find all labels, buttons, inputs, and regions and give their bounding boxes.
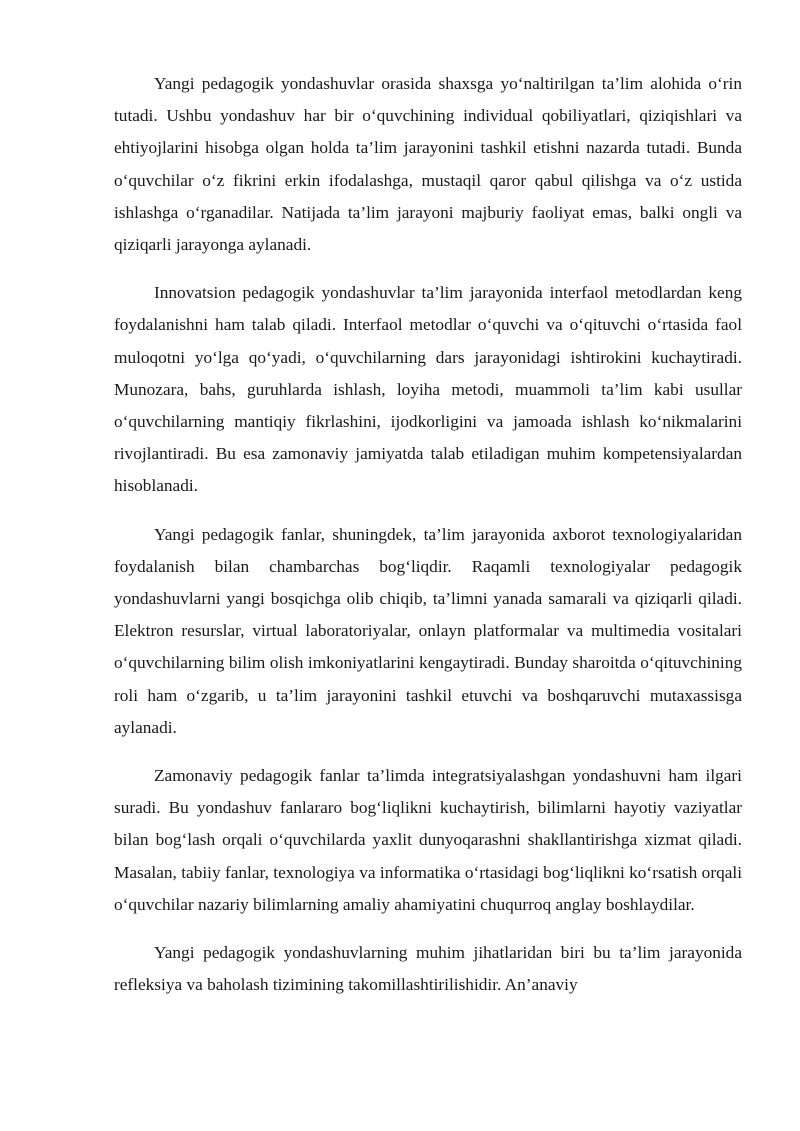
paragraph-interactive-methods: Innovatsion pedagogik yondashuvlar ta’lim jarayonida interfaol metodlardan keng foydalanishni ham talab qiladi. Interfaol metodlar o‘quvchi va o‘qituvchi o‘rtasida faol muloqotni yo‘lga qo‘yadi, o‘quvchilarning dars jarayonidagi ishtirokini kuchaytiradi. Munozara, bahs, guruhlarda ishlash, loyiha metodi, muammoli ta’lim kabi usullar o‘quvchilarning mantiqiy fikrlashini, ijodkorligini va jamoada ishlash ko‘nikmalarini rivojlantiradi. Bu esa zamonaviy jamiyatda talab etiladigan muhim kompetensiyalardan hisoblanadi. bbox=[114, 283, 742, 496]
paragraph-integration: Zamonaviy pedagogik fanlar ta’limda integratsiyalashgan yondashuvni ham ilgari suradi. Bu yondashuv fanlararo bog‘liqlikni kuchaytirish, bilimlarni hayotiy vaziyatlar bilan bog‘lash orqali o‘quvchilarda yaxlit dunyoqarashni shakllantirishga xizmat qiladi. Masalan, tabiiy fanlar, texnologiya va informatika o‘rtasidagi bog‘liqlikni ko‘rsatish orqali o‘quvchilar nazariy bilimlarning amaliy ahamiyatini chuqurroq anglay boshlaydilar. bbox=[114, 766, 742, 914]
paragraph-reflection: Yangi pedagogik yondashuvlarning muhim jihatlaridan biri bu ta’lim jarayonida refleksiya va baholash tizimining takomillashtirilishidir. An’anaviy bbox=[114, 943, 742, 995]
paragraph-student-centered: Yangi pedagogik yondashuvlar orasida shaxsga yo‘naltirilgan ta’lim alohida o‘rin tutadi. Ushbu yondashuv har bir o‘quvchining individual qobiliyatlari, qiziqishlari va ehtiyojlarini hisobga olgan holda ta’lim jarayonini tashkil etishni nazarda tutadi. Bunda o‘quvchilar o‘z fikrini erkin ifodalashga, mustaqil qaror qabul qilishga va o‘z ustida ishlashga o‘rganadilar. Natijada ta’lim jarayoni majburiy faoliyat emas, balki ongli va qiziqarli jarayonga aylanadi. bbox=[114, 74, 742, 255]
paragraph-information-technology: Yangi pedagogik fanlar, shuningdek, ta’lim jarayonida axborot texnologiyalaridan foydalanish bilan chambarchas bog‘liqdir. Raqamli texnologiyalar pedagogik yondashuvlarni yangi bosqichga olib chiqib, ta’limni yanada samarali va qiziqarli qiladi. Elektron resurslar, virtual laboratoriyalar, onlayn platformalar va multimedia vositalari o‘quvchilarning bilim olish imkoniyatlarini kengaytiradi. Bunday sharoitda o‘qituvchining roli ham o‘zgarib, u ta’lim jarayonini tashkil etuvchi va boshqaruvchi mutaxassisga aylanadi. bbox=[114, 524, 742, 737]
